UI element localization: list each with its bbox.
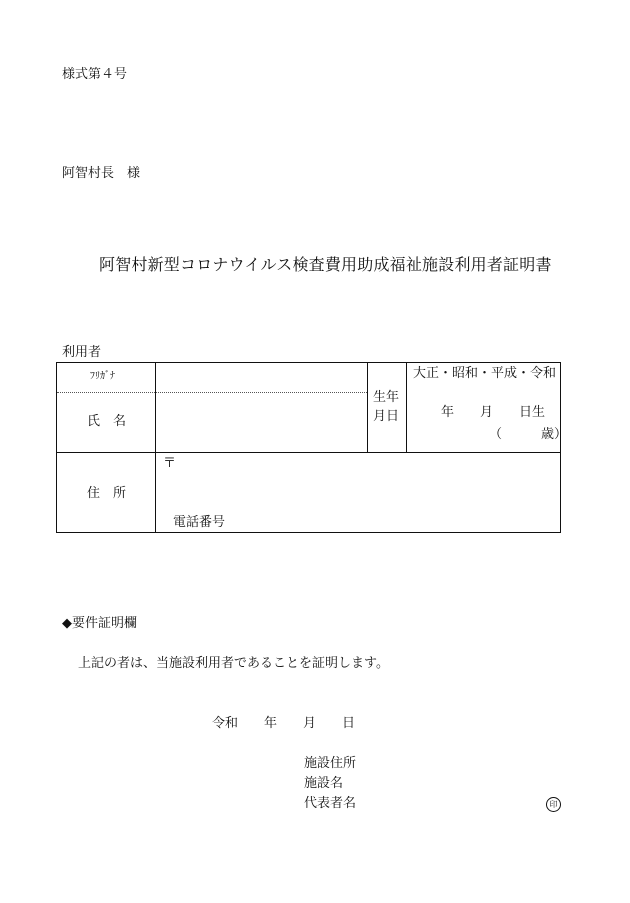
table-right-border [560,362,561,533]
document-title: 阿智村新型コロナウイルス検査費用助成福祉施設利用者証明書 [99,255,552,274]
certification-section-title: ◆要件証明欄 [62,616,137,631]
phone-label: 電話番号 [173,515,226,530]
seal-mark: 印 [546,797,561,812]
furigana-label: ﾌﾘｶﾞﾅ [90,371,115,382]
address-label: 住 所 [87,486,127,501]
table-bottom-border [56,532,561,533]
facility-name-label: 施設名 [304,776,344,791]
age-format: （ 歳） [489,427,568,442]
representative-label: 代表者名 [304,796,357,811]
table-middle-border [56,452,561,453]
birth-date-format: 年 月 日生 [441,405,546,420]
birth-label-left-divider [367,362,368,453]
era-options: 大正・昭和・平成・令和 [413,366,557,381]
user-section-label: 利用者 [62,345,102,360]
certification-date-line: 令和 年 月 日 [212,716,356,731]
birth-label-line1: 生年 [373,390,400,405]
form-number: 様式第４号 [62,67,128,82]
furigana-name-divider [57,392,367,393]
name-label: 氏 名 [87,414,127,429]
birth-label-right-divider [406,362,407,453]
facility-address-label: 施設住所 [304,756,357,771]
label-column-divider [155,362,156,533]
table-left-border [56,362,57,533]
recipient-line: 阿智村長 様 [62,166,141,181]
certification-statement: 上記の者は、当施設利用者であることを証明します。 [78,656,389,671]
birth-label-line2: 月日 [373,409,400,424]
postal-mark: 〒 [163,456,177,471]
table-top-border [56,362,561,363]
